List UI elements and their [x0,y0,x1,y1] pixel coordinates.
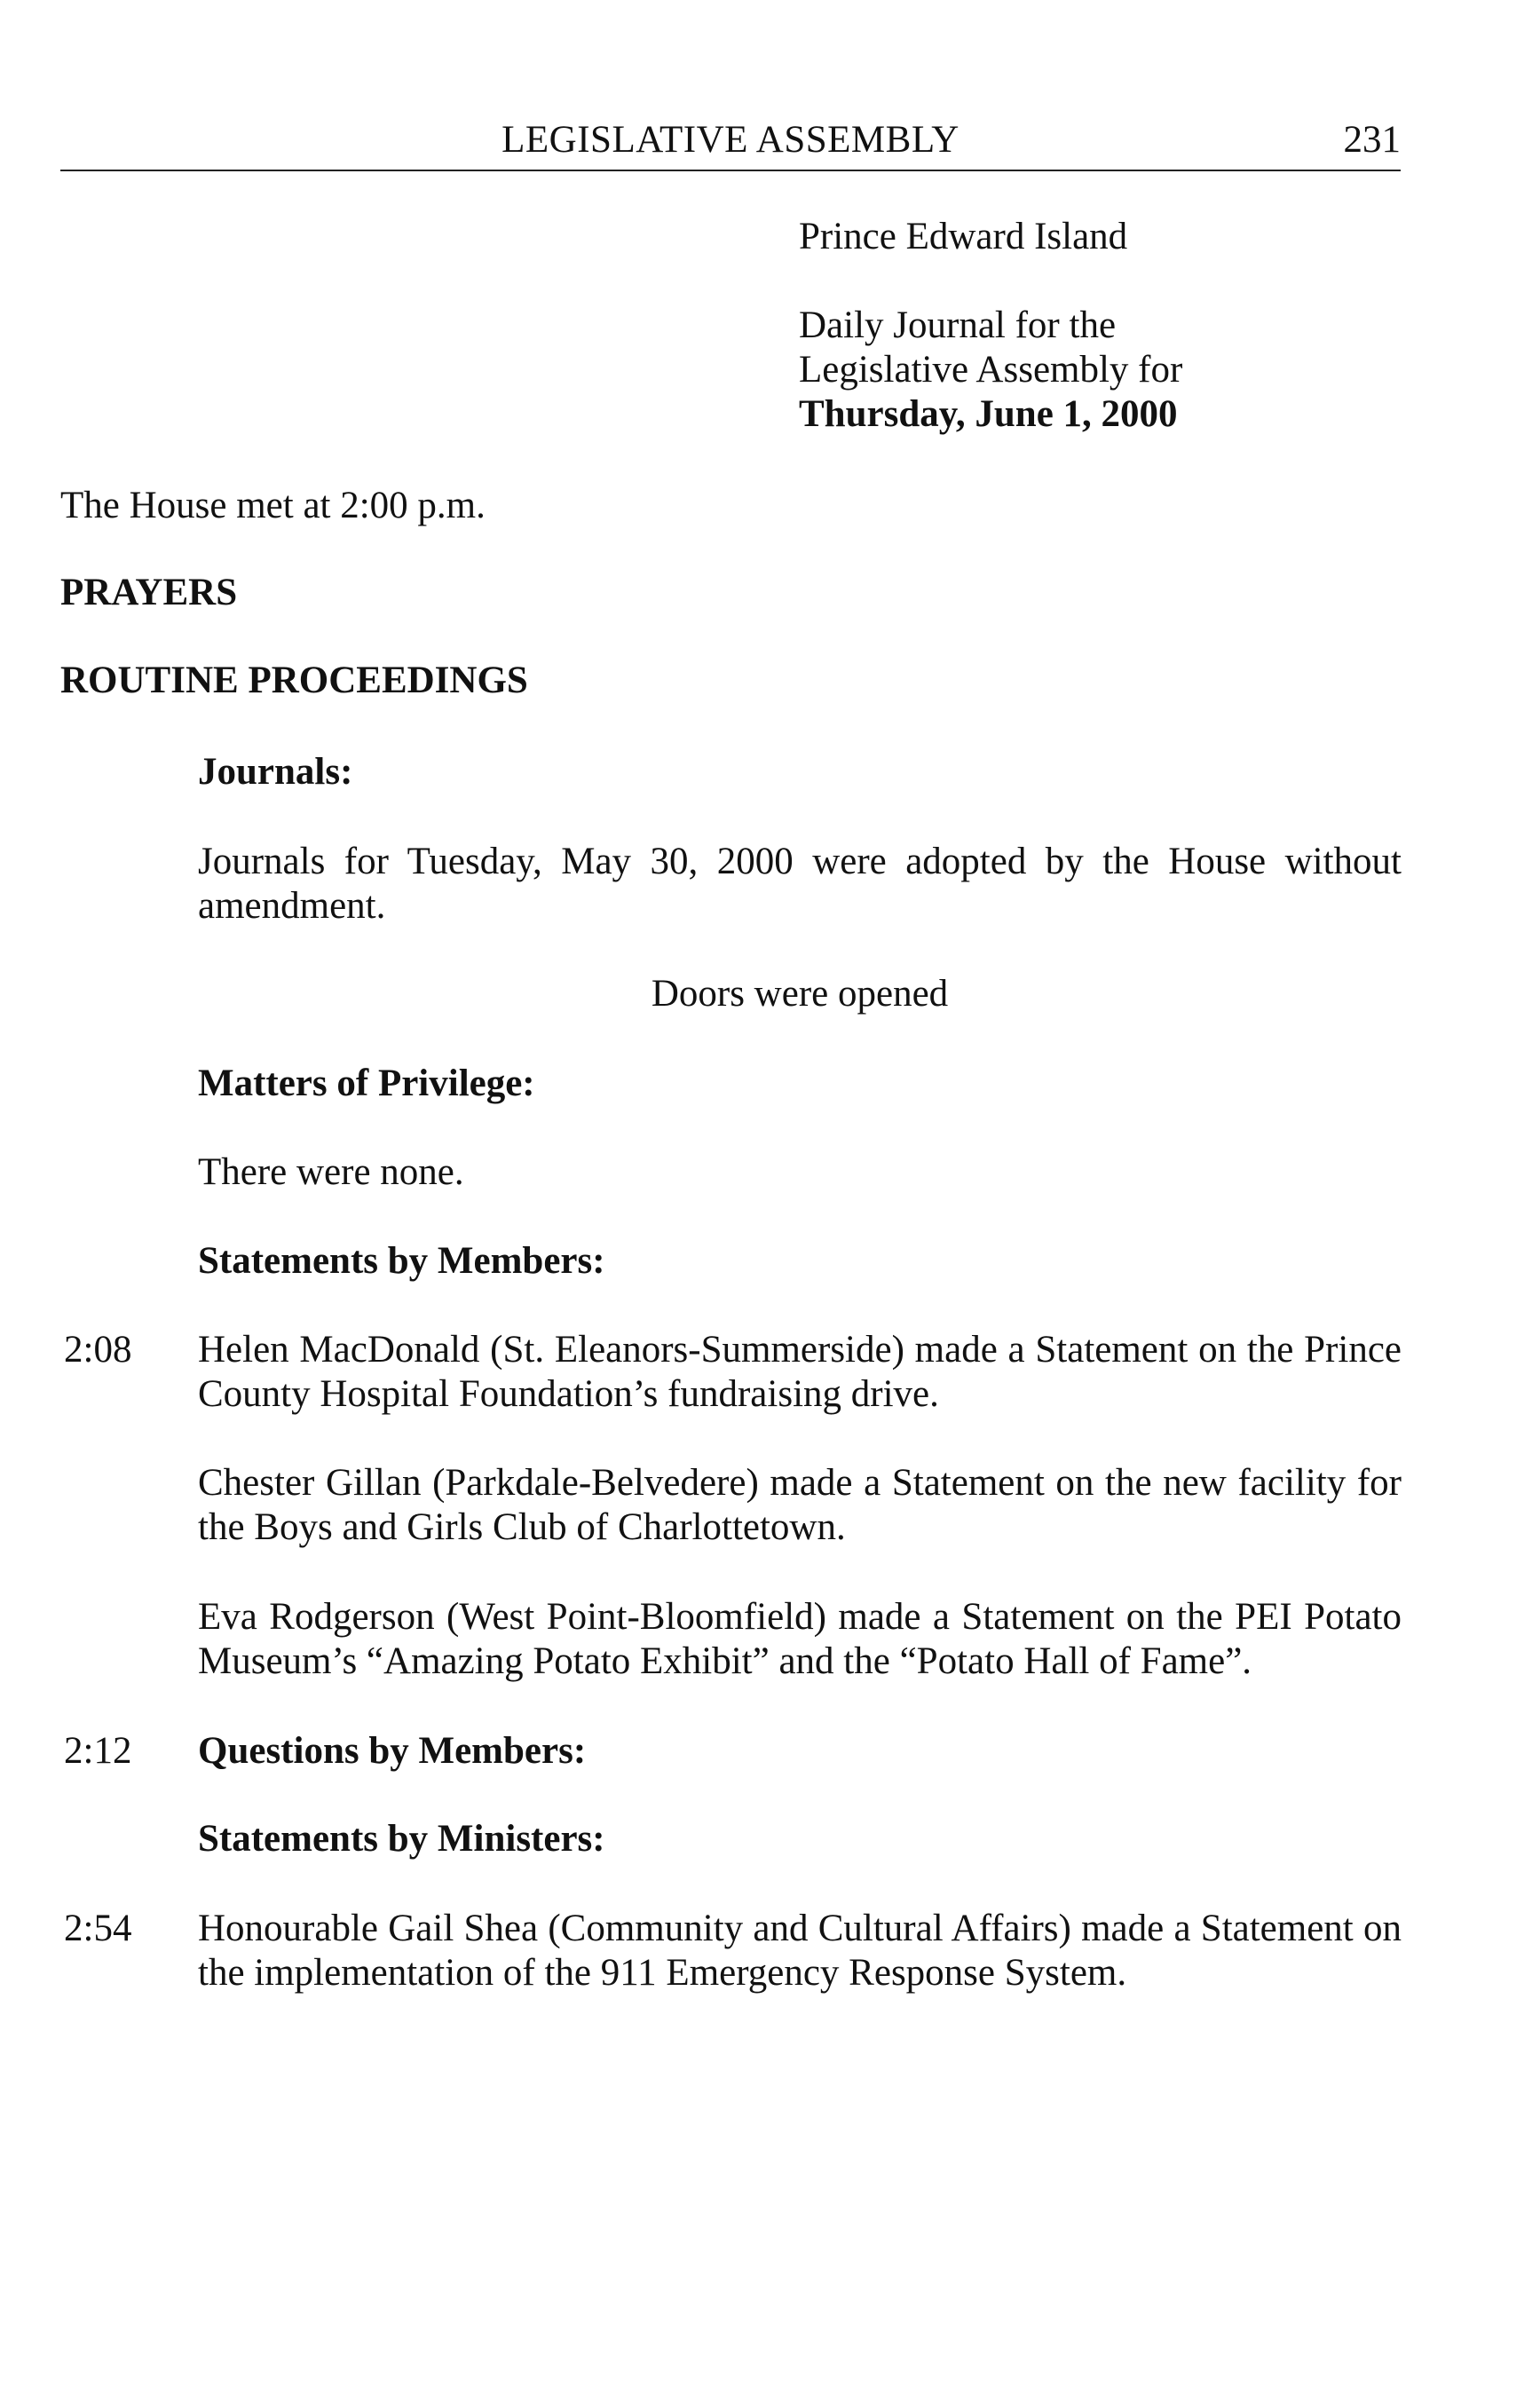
doors-opened-text: Doors were opened [651,973,949,1015]
statements-ministers-heading: Statements by Ministers: [198,1818,605,1860]
member-statement: Eva Rodgerson (West Point-Bloomfield) made a Statement on the PEI Potato Museum’s “Amazing Potato Exhibit” and the “Potato Hall of Fame”. [198,1596,1402,1682]
house-met-text: The House met at 2:00 p.m. [60,485,486,526]
journals-heading: Journals: [198,751,353,793]
minister-statement: Honourable Gail Shea (Community and Cultural Affairs) made a Statement on the implementation of the 911 Emergency Response System. [198,1908,1402,1994]
journal-header [799,215,1182,437]
member-statement: Chester Gillan (Parkdale-Belvedere) made a Statement on the new facility for the Boys and Girls Club of Charlottetown. [198,1462,1402,1548]
journal-date: Thursday, June 1, 2000 [799,393,1178,435]
questions-heading: Questions by Members: [198,1730,587,1772]
privilege-heading: Matters of Privilege: [198,1063,535,1104]
journal-title-line-1: Daily Journal for the [799,304,1117,346]
routine-proceedings-heading: ROUTINE PROCEEDINGS [60,660,528,701]
statements-members-heading: Statements by Members: [198,1240,605,1282]
running-title: LEGISLATIVE ASSEMBLY [501,119,960,161]
time-stamp: 2:12 [64,1730,132,1772]
privilege-text: There were none. [198,1151,464,1193]
prayers-heading: PRAYERS [60,572,238,613]
journal-title-line-2: Legislative Assembly for [799,349,1183,391]
page-header [60,118,1401,171]
page-number: 231 [1343,119,1401,161]
journals-text: Journals for Tuesday, May 30, 2000 were adopted by the House without amendment. [198,841,1402,927]
member-statement: Helen MacDonald (St. Eleanors-Summerside) made a Statement on the Prince County Hospital Foundation’s fundraising drive. [198,1329,1402,1415]
time-stamp: 2:54 [64,1908,132,1949]
time-stamp: 2:08 [64,1329,132,1371]
province-name: Prince Edward Island [799,216,1128,257]
